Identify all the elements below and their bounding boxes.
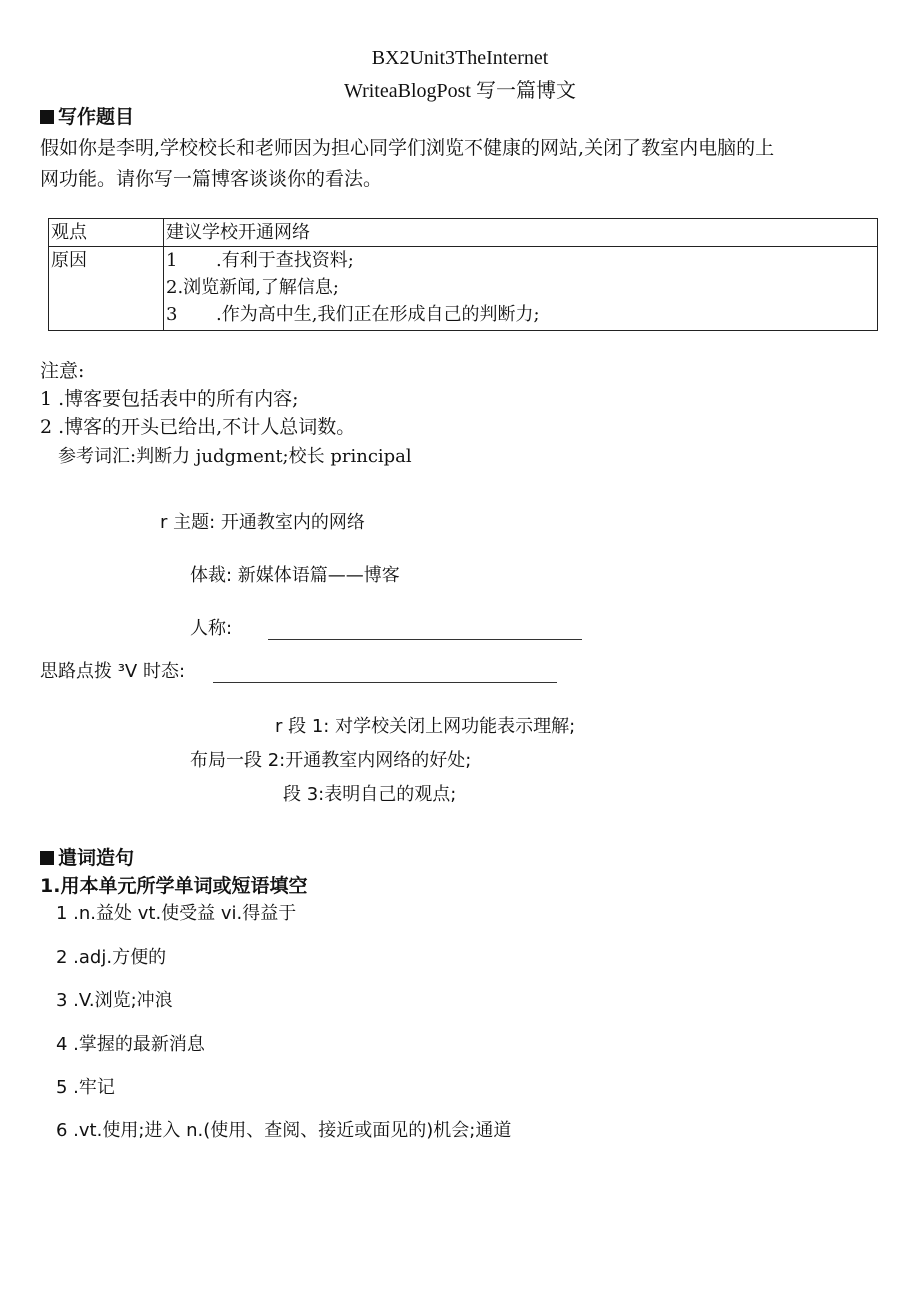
outline-topic: r 主题: 开通教室内的网络 bbox=[160, 512, 365, 533]
writing-task-heading bbox=[40, 102, 134, 129]
vocab-section-heading bbox=[40, 843, 134, 870]
note-item-1: 1 .博客要包括表中的所有内容; bbox=[40, 388, 299, 410]
square-bullet-icon bbox=[40, 110, 54, 124]
viewpoint-label: 观点 bbox=[49, 219, 164, 247]
list-item: 4 .掌握的最新消息 bbox=[56, 1034, 205, 1055]
list-item: 3 .V.浏览;冲浪 bbox=[56, 990, 173, 1011]
reasons-label: 原因 bbox=[49, 247, 164, 331]
prompt-line-1: 假如你是李明,学校校长和老师因为担心同学们浏览不健康的网站,关闭了教室内电脑的上 bbox=[40, 137, 775, 159]
viewpoint-content: 建议学校开通网络 bbox=[164, 219, 878, 247]
tense-blank[interactable] bbox=[213, 664, 557, 683]
reason-item: 2.浏览新闻,了解信息; bbox=[166, 277, 339, 298]
list-item: 5 .牢记 bbox=[56, 1077, 115, 1098]
person-label: 人称: bbox=[190, 618, 233, 639]
vocab-section-heading-text: 遣词造句 bbox=[58, 847, 135, 869]
list-item: 2 .adj.方便的 bbox=[56, 947, 167, 968]
notes-label: 注意: bbox=[40, 360, 85, 382]
outline-para2: 布局一段 2:开通教室内网络的好处; bbox=[190, 750, 472, 771]
list-item: 1 .n.益处 vt.使受益 vi.得益于 bbox=[56, 903, 297, 924]
square-bullet-icon bbox=[40, 851, 54, 865]
outline-para3: 段 3:表明自己的观点; bbox=[283, 784, 457, 805]
table-row-reasons bbox=[49, 247, 878, 331]
outline-person bbox=[190, 614, 582, 640]
prompt-line-2: 网功能。请你写一篇博客谈谈你的看法。 bbox=[40, 168, 383, 190]
reason-item: 3 .作为高中生,我们正在形成自己的判断力; bbox=[166, 304, 540, 325]
table-row-viewpoint bbox=[49, 219, 878, 247]
list-item: 6 .vt.使用;进入 n.(使用、查阅、接近或面见的)机会;通道 bbox=[56, 1120, 512, 1141]
outline-genre: 体裁: 新媒体语篇——博客 bbox=[190, 565, 400, 586]
reason-item: 1 .有利于查找资料; bbox=[166, 250, 354, 271]
note-item-2: 2 .博客的开头已给出,不计人总词数。 bbox=[40, 416, 356, 438]
person-blank[interactable] bbox=[268, 621, 582, 640]
vocab-reference: 参考词汇:判断力 judgment;校长 principal bbox=[58, 446, 412, 467]
doc-title-line2: WriteaBlogPost 写一篇博文 bbox=[344, 80, 576, 102]
outline-tense bbox=[40, 657, 557, 683]
reasons-content bbox=[164, 247, 878, 331]
fill-in-subheading: 1.用本单元所学单词或短语填空 bbox=[40, 875, 308, 897]
doc-title-line1: BX2Unit3TheInternet bbox=[371, 47, 549, 69]
tense-label: 思路点拨 ³V 时态: bbox=[40, 661, 186, 682]
outline-para1: r 段 1: 对学校关闭上网功能表示理解; bbox=[275, 716, 576, 737]
writing-task-heading-text: 写作题目 bbox=[58, 106, 135, 128]
requirements-table bbox=[48, 218, 878, 331]
